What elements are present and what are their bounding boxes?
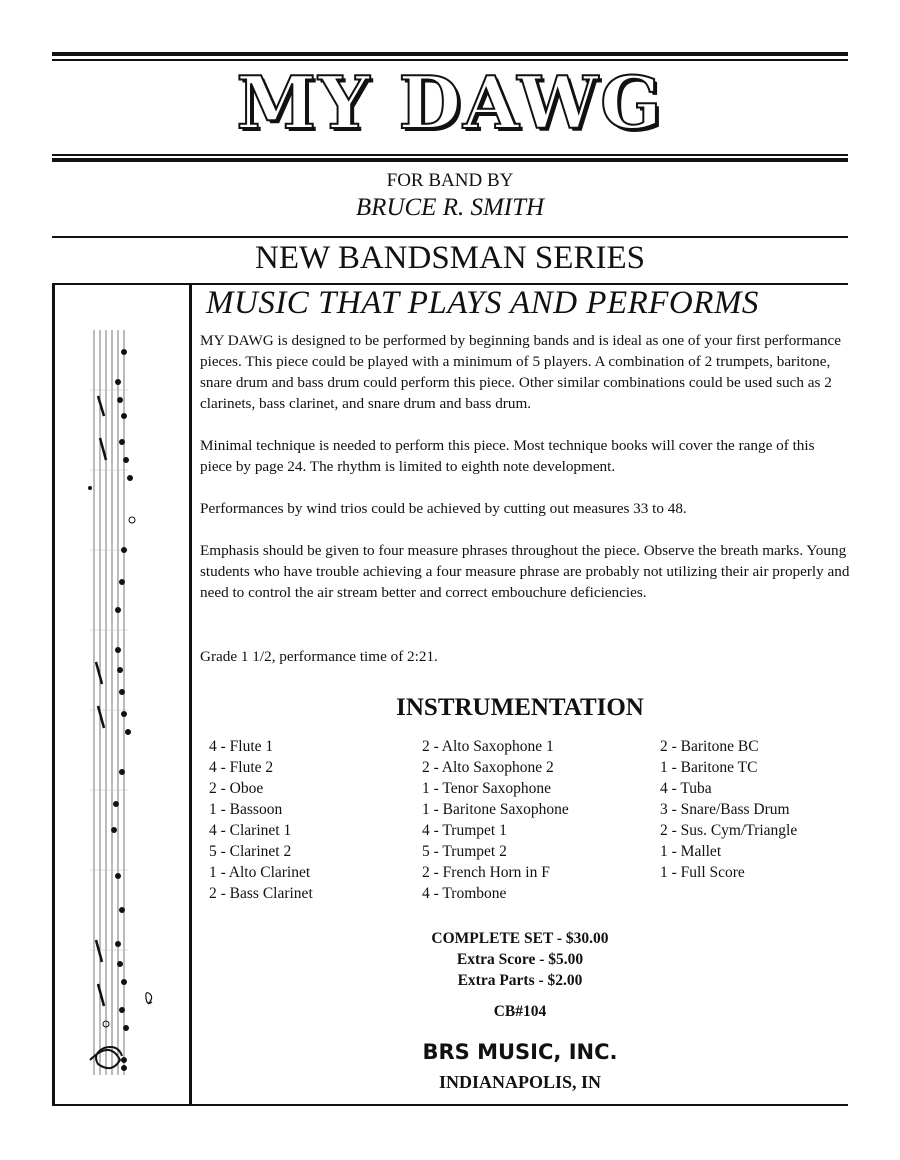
instrument-item: 1 - Baritone Saxophone <box>422 801 569 818</box>
publisher-city: INDIANAPOLIS, IN <box>438 1072 602 1092</box>
description-paragraph: MY DAWG is designed to be performed by beginning bands and is ideal as one of your first performance pieces. This piece could be played with a minimum of 5 players. A combination of 2 trumpets, baritone, snare drum and bass drum could perform this piece. Other similar combinations could be used such as 2 clarinets, bass clarinet, and snare drum and bass drum. <box>200 332 841 412</box>
instrumentation-column-2 <box>422 736 569 904</box>
extra-score-price: Extra Score - $5.00 <box>456 951 584 968</box>
instrument-item: 4 - Tuba <box>660 780 712 797</box>
description-paragraph: Minimal technique is needed to perform this piece. Most technique books will cover the range of this piece by page 24. The rhythm is limited to eighth note development. <box>200 437 815 475</box>
subtitle: MUSIC THAT PLAYS AND PERFORMS <box>206 285 759 321</box>
instrument-item: 2 - French Horn in F <box>422 864 550 881</box>
instrument-item: 3 - Snare/Bass Drum <box>660 801 790 818</box>
extra-parts-price: Extra Parts - $2.00 <box>457 972 583 989</box>
instrument-item: 5 - Trumpet 2 <box>422 843 507 860</box>
instrument-item: 4 - Flute 1 <box>209 738 274 755</box>
instrument-item: 2 - Sus. Cym/Triangle <box>660 822 798 839</box>
instrument-item: 1 - Tenor Saxophone <box>422 780 552 797</box>
instrument-item: 4 - Flute 2 <box>209 759 274 776</box>
top-rule-thick <box>52 52 848 56</box>
instrument-item: 4 - Trumpet 1 <box>422 822 507 839</box>
catalog-number: CB#104 <box>493 1003 547 1020</box>
pricing-block <box>420 928 620 991</box>
instrument-item: 2 - Alto Saxophone 1 <box>422 738 554 755</box>
description-paragraph: Performances by wind trios could be achieved by cutting out measures 33 to 48. <box>200 500 687 517</box>
instrument-item: 4 - Trombone <box>422 885 507 902</box>
complete-set-price: COMPLETE SET - $30.00 <box>431 930 609 947</box>
instrumentation-column-1 <box>209 736 313 904</box>
instrument-item: 1 - Alto Clarinet <box>209 864 311 881</box>
title-rule-thin <box>52 154 848 156</box>
publisher-name: BRS MUSIC, INC. <box>422 1040 618 1064</box>
instrumentation-column-3 <box>660 736 797 883</box>
instrument-item: 2 - Oboe <box>209 780 264 797</box>
instrumentation-heading: INSTRUMENTATION <box>396 694 644 721</box>
instrument-item: 1 - Baritone TC <box>660 759 758 776</box>
series-rule <box>52 236 848 238</box>
instrument-item: 1 - Full Score <box>660 864 745 881</box>
music-staff-icon <box>60 320 180 1080</box>
frame-bottom <box>52 1104 848 1106</box>
instrument-item: 2 - Baritone BC <box>660 738 759 755</box>
description-paragraph: Grade 1 1/2, performance time of 2:21. <box>200 648 438 665</box>
instrument-item: 2 - Bass Clarinet <box>209 885 313 902</box>
frame-left <box>52 283 55 1106</box>
page-title: MY DAWG <box>236 60 664 145</box>
instrument-item: 1 - Mallet <box>660 843 722 860</box>
instrument-item: 5 - Clarinet 2 <box>209 843 292 860</box>
description-paragraph: Emphasis should be given to four measure phrases throughout the piece. Observe the breath marks. Young students who have trouble achieving a four measure phrase are probably not utilizing their air properly and need to control the air stream better and correct embouchure deficiencies. <box>200 542 850 601</box>
instrument-item: 2 - Alto Saxophone 2 <box>422 759 554 776</box>
series-name: NEW BANDSMAN SERIES <box>255 240 645 276</box>
instrument-item: 4 - Clarinet 1 <box>209 822 292 839</box>
frame-top-left <box>52 283 192 285</box>
for-band-label: FOR BAND BY <box>386 170 514 191</box>
treble-clef-icon <box>90 1047 126 1070</box>
instrument-item: 1 - Bassoon <box>209 801 283 818</box>
title-rule-thick <box>52 158 848 162</box>
composer-name: BRUCE R. SMITH <box>355 194 545 221</box>
